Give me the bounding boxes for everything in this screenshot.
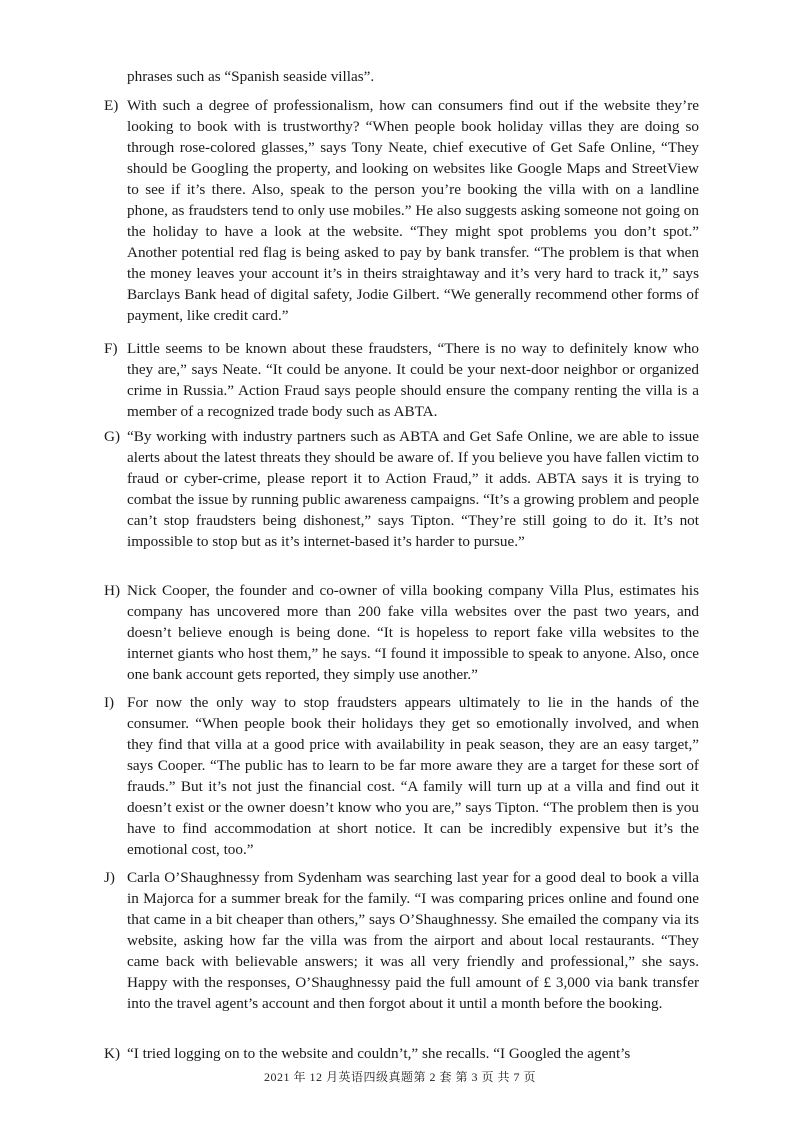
paragraph-letter: H)	[104, 582, 121, 599]
paragraph-k	[104, 1043, 699, 1064]
paragraph-text: With such a degree of professionalism, how can consumers find out if the website they’re looking to book with is trustworthy? “When people book holiday villas they are doing so through rose-colored glasses,” says Tony Neate, chief executive of Get Safe Online, “They should be Googling the property, and looking on websites like Google Maps and StreetView to see if it’s there. Also, speak to the person you’re booking the villa with on a landline phone, as fraudsters tend to only use mobiles.” He also suggests asking someone not going on the holiday to have a look at the website. “They might spot problems you don’t spot.” Another potential red flag is being asked to pay by bank transfer. “The problem is that when the money leaves your account it’s in theirs straightaway and it’s very hard to track it,” says Barclays Bank head of digital safety, Jodie Gilbert. “We generally recommend other forms of payment, like credit card.”	[127, 97, 699, 324]
paragraph-text: Little seems to be known about these fraudsters, “There is no way to definitely know who they are,” says Neate. “It could be anyone. It could be your next-door neighbor or organized crime in Russia.” Action Fraud says people should ensure the company renting the villa is a member of a recognized trade body such as ABTA.	[127, 340, 699, 420]
paragraph-letter: E)	[104, 97, 119, 114]
continued-line: phrases such as “Spanish seaside villas”.	[127, 68, 375, 85]
paragraph-text: “By working with industry partners such as ABTA and Get Safe Online, we are able to issue alerts about the latest threats they should be aware of. If you believe you have fallen victim to fraud or cyber-crime, please report it to Action Fraud,” it adds. ABTA says it is trying to combat the issue by running public awareness campaigns. “It’s a growing problem and people can’t stop fraudsters being dishonest,” says Tipton. “They’re still going to do it. It’s not impossible to stop but as it’s internet-based it’s harder to pursue.”	[127, 428, 699, 550]
paragraph-h	[104, 580, 699, 685]
paragraph-j	[104, 867, 699, 1014]
paragraph-f	[104, 338, 699, 422]
paragraph-letter: I)	[104, 694, 115, 711]
paragraph-text: Carla O’Shaughnessy from Sydenham was searching last year for a good deal to book a villa in Majorca for a summer break for the family. “I was comparing prices online and found one that came in a bit cheaper than others,” says O’Shaughnessy. She emailed the company via its website, asking how far the villa was from the airport and about local restaurants. “They came back with believable answers; it was all very friendly and professional,” she says. Happy with the responses, O’Shaughnessy paid the full amount of £ 3,000 via bank transfer into the travel agent’s account and then forgot about it until a month before the booking.	[127, 869, 699, 1012]
paragraph-text: Nick Cooper, the founder and co-owner of villa booking company Villa Plus, estimates his company has uncovered more than 200 fake villa websites over the past two years, and doesn’t believe enough is being done. “It is hopeless to report fake villa websites to the internet giants who host them,” he says. “I found it impossible to speak to anyone. Also, once one bank account gets reported, they simply use another.”	[127, 582, 699, 683]
paragraph-text: “I tried logging on to the website and couldn’t,” she recalls. “I Googled the agent’s	[127, 1045, 631, 1062]
page-footer: 2021 年 12 月英语四级真题第 2 套 第 3 页 共 7 页	[263, 1070, 536, 1084]
paragraph-letter: F)	[104, 340, 118, 357]
paragraph-e	[104, 95, 699, 326]
paragraph-letter: J)	[104, 869, 115, 886]
paragraph-g	[104, 426, 699, 552]
paragraph-letter: G)	[104, 428, 121, 445]
paragraph-letter: K)	[104, 1045, 121, 1062]
paragraph-i	[104, 692, 699, 860]
paragraph-text: For now the only way to stop fraudsters appears ultimately to lie in the hands of the consumer. “When people book their holidays they get so emotionally involved, and when they find that villa at a good price with availability in peak season, they are an easy target,” says Cooper. “The public has to learn to be far more aware they are a target for these sort of frauds.” But it’s not just the financial cost. “A family will turn up at a villa and find out it doesn’t exist or the owner doesn’t know who you are,” says Tipton. “The problem then is you have to find accommodation at short notice. It can be incredibly expensive but it’s the emotional cost, too.”	[127, 694, 699, 858]
